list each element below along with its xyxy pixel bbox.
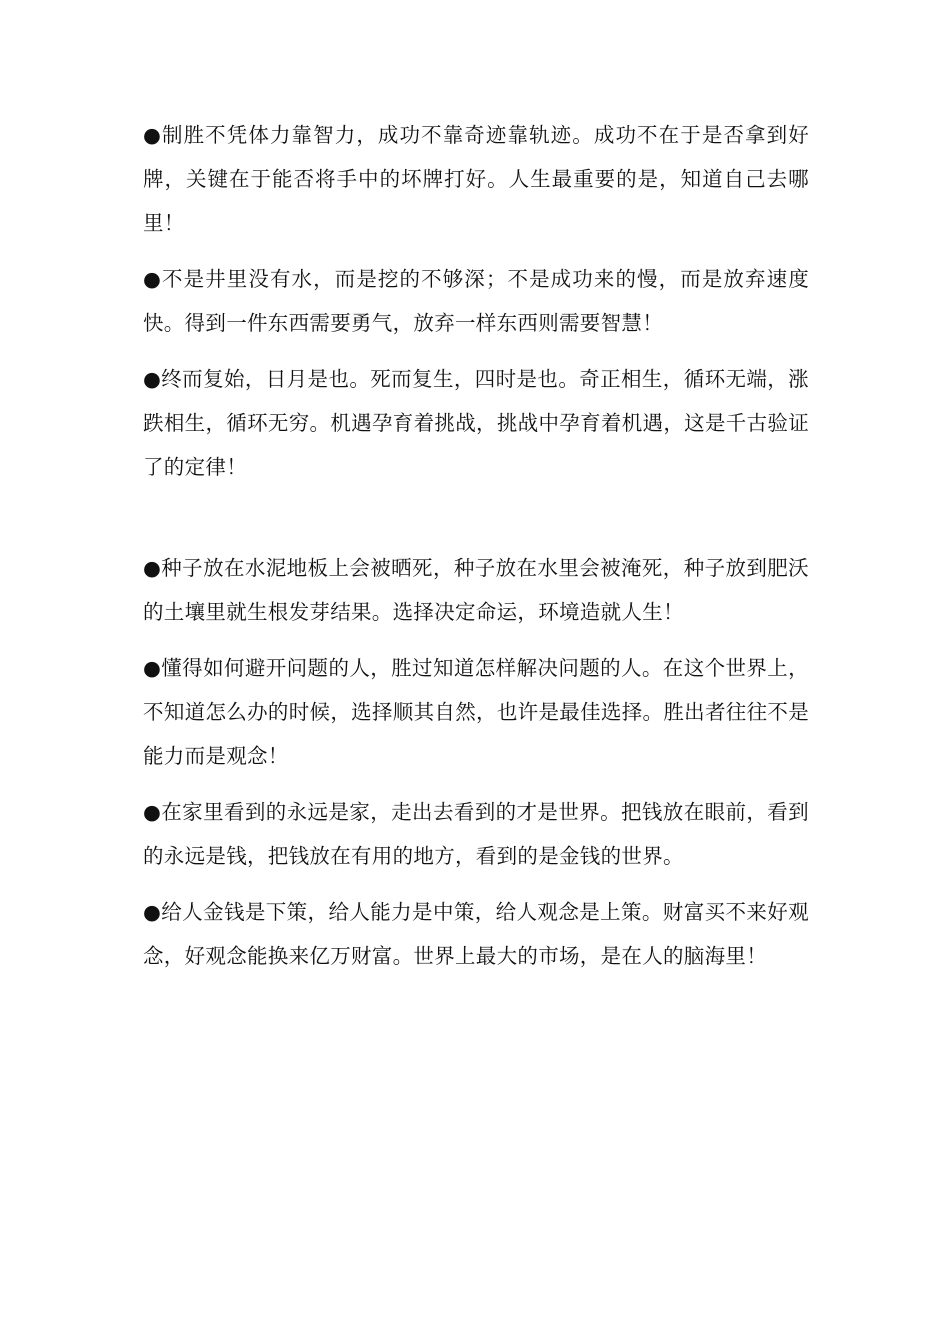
paragraph-1: ●制胜不凭体力靠智力，成功不靠奇迹靠轨迹。成功不在于是否拿到好牌，关键在于能否将手中的坏牌打好。人生最重要的是，知道自己去哪里！ [143, 123, 809, 235]
paragraph-3: ●终而复始，日月是也。死而复生，四时是也。奇正相生，循环无端，涨跌相生，循环无穷。机遇孕育着挑战，挑战中孕育着机遇，这是千古验证了的定律！ [143, 367, 809, 479]
document-body [143, 113, 809, 978]
paragraph-4: ●种子放在水泥地板上会被晒死，种子放在水里会被淹死，种子放到肥沃的土壤里就生根发芽结果。选择决定命运，环境造就人生！ [143, 556, 809, 624]
paragraph-2: ●不是井里没有水，而是挖的不够深；不是成功来的慢，而是放弃速度快。得到一件东西需要勇气，放弃一样东西则需要智慧！ [143, 267, 809, 335]
paragraph-7: ●给人金钱是下策，给人能力是中策，给人观念是上策。财富买不来好观念，好观念能换来亿万财富。世界上最大的市场，是在人的脑海里！ [143, 900, 809, 968]
paragraph-6: ●在家里看到的永远是家，走出去看到的才是世界。把钱放在眼前，看到的永远是钱，把钱放在有用的地方，看到的是金钱的世界。 [143, 800, 809, 868]
paragraph-5: ●懂得如何避开问题的人，胜过知道怎样解决问题的人。在这个世界上，不知道怎么办的时候，选择顺其自然，也许是最佳选择。胜出者往往不是能力而是观念！ [143, 656, 809, 768]
